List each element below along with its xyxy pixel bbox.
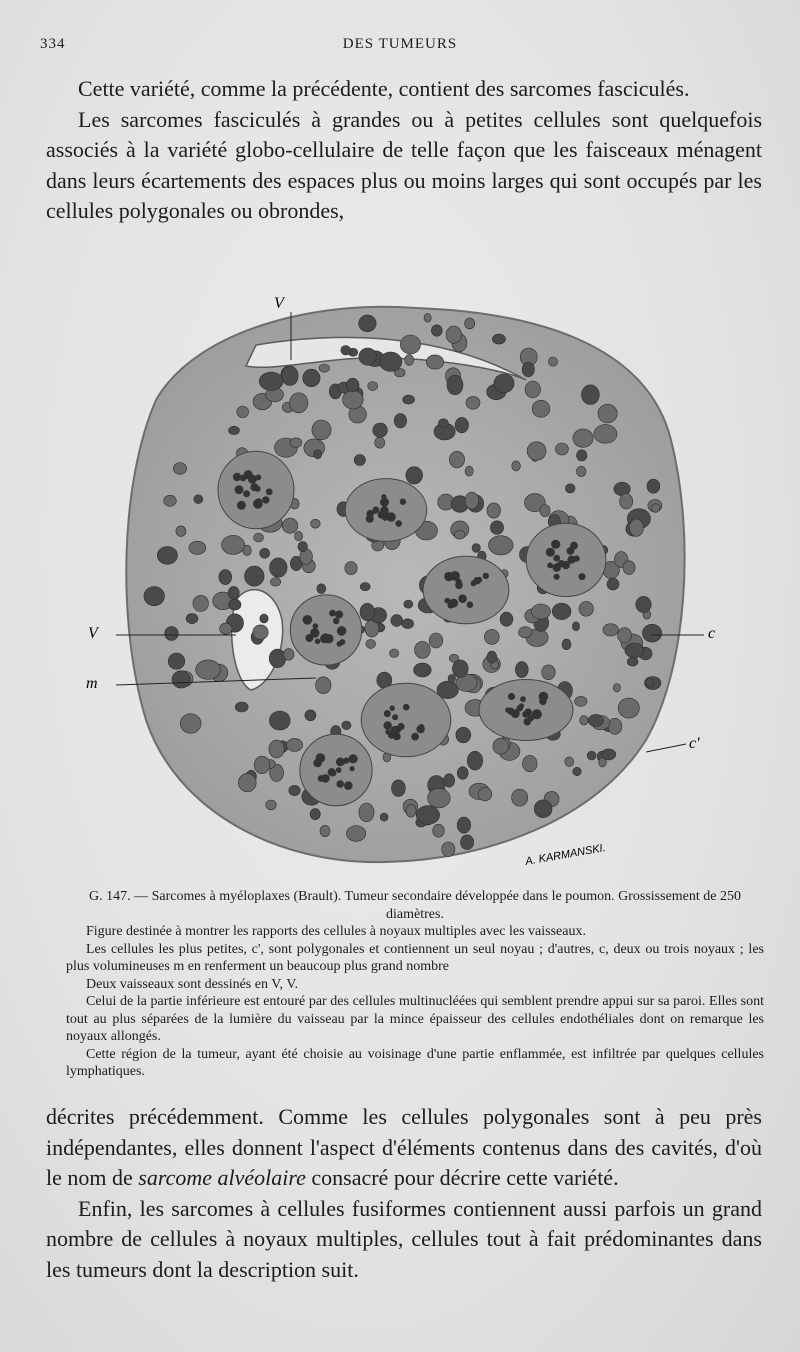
giant-cell-nucleus	[381, 494, 386, 499]
nucleus	[433, 824, 445, 837]
giant-cell-nucleus	[395, 520, 402, 527]
nucleus	[290, 438, 302, 448]
nucleus	[165, 627, 179, 641]
nucleus	[587, 751, 596, 760]
nucleus	[575, 696, 587, 706]
giant-cell-nucleus	[520, 696, 526, 702]
giant-cell-nucleus	[450, 571, 460, 581]
nucleus	[380, 813, 388, 821]
nucleus	[552, 603, 571, 619]
giant-cell-nucleus	[233, 473, 241, 481]
giant-cell-nucleus	[392, 714, 398, 720]
giant-cell-nucleus	[456, 584, 461, 589]
nucleus	[342, 721, 351, 730]
nucleus	[346, 826, 365, 842]
giant-cell-nucleus	[380, 506, 388, 514]
giant-cell-nucleus	[253, 499, 263, 509]
nucleus	[548, 357, 557, 366]
nucleus	[542, 665, 556, 680]
giant-cell-nucleus	[313, 623, 319, 629]
giant-cell-nucleus	[336, 767, 342, 773]
nucleus	[454, 530, 465, 539]
top-text-block	[46, 74, 762, 227]
giant-cell-nucleus	[562, 561, 571, 570]
nucleus	[540, 505, 550, 517]
nucleus	[406, 805, 416, 818]
nucleus	[193, 595, 209, 611]
paragraph-1: Cette variété, comme la précédente, contient des sarcomes fasciculés.	[78, 76, 690, 101]
nucleus	[636, 596, 651, 612]
nucleus	[245, 566, 265, 586]
giant-cell-nucleus	[266, 488, 273, 495]
nucleus	[429, 633, 443, 648]
paragraph-3-emphasis: sarcome alvéolaire	[138, 1165, 306, 1190]
nucleus	[484, 629, 499, 644]
giant-cell-nucleus	[344, 781, 353, 790]
nucleus	[555, 443, 568, 455]
nucleus	[572, 622, 579, 631]
giant-cell-nucleus	[579, 573, 586, 580]
nucleus	[259, 372, 283, 390]
giant-cell-nucleus	[336, 758, 345, 767]
nucleus	[390, 649, 399, 658]
nucleus	[414, 663, 432, 677]
nucleus	[298, 542, 308, 552]
nucleus	[254, 533, 264, 542]
nucleus	[519, 627, 533, 638]
nucleus	[465, 318, 475, 329]
nucleus	[168, 653, 185, 669]
nucleus	[343, 390, 364, 409]
nucleus	[189, 541, 206, 554]
nucleus	[219, 570, 232, 585]
paragraph-3-before: décrites précédemment. Comme les cellules polygonales sont à peu près indépendantes, elles donnent l'aspect d'éléments contenus dans des cavités, d'où le nom de	[46, 1104, 762, 1190]
nucleus	[467, 751, 482, 770]
running-head	[40, 36, 760, 58]
nucleus	[627, 657, 638, 666]
nucleus	[525, 381, 540, 398]
nucleus	[157, 547, 177, 565]
nucleus	[512, 461, 521, 471]
giant-cell-nucleus	[476, 577, 482, 583]
nucleus	[404, 600, 413, 608]
label-v-top: V	[274, 295, 284, 312]
histology-figure	[86, 290, 726, 875]
nucleus	[457, 767, 468, 780]
nucleus	[487, 503, 501, 518]
nucleus	[577, 450, 587, 461]
nucleus	[647, 479, 660, 493]
figure-drawing	[86, 290, 726, 875]
giant-cell-nucleus	[237, 501, 246, 510]
nucleus	[424, 313, 431, 322]
nucleus	[598, 404, 617, 423]
nucleus	[455, 417, 468, 432]
nucleus	[346, 378, 359, 391]
nucleus	[461, 835, 474, 850]
giant-cell-nucleus	[539, 692, 549, 702]
nucleus	[360, 583, 370, 591]
nucleus	[532, 400, 550, 417]
nucleus	[466, 396, 480, 409]
nucleus	[442, 842, 455, 857]
giant-cell-nucleus	[551, 540, 560, 549]
nucleus	[579, 601, 593, 616]
nucleus	[144, 587, 165, 606]
label-c: c	[708, 625, 716, 642]
tissue-section	[126, 307, 684, 862]
nucleus	[522, 362, 534, 377]
nucleus	[269, 649, 286, 668]
giant-cell-nucleus	[403, 704, 410, 711]
nucleus	[629, 519, 643, 536]
nucleus	[238, 773, 256, 791]
nucleus	[457, 817, 470, 833]
nucleus	[594, 425, 617, 444]
giant-cell-nucleus	[467, 601, 474, 608]
giant-cell-nucleus	[448, 602, 454, 608]
giant-cell-nucleus	[349, 754, 358, 763]
nucleus	[310, 809, 320, 820]
nucleus	[534, 800, 552, 818]
nucleus	[176, 526, 186, 537]
giant-cell-nucleus	[554, 574, 560, 580]
nucleus	[402, 619, 414, 629]
giant-cell-nucleus	[335, 611, 343, 619]
nucleus	[403, 395, 415, 404]
nucleus	[186, 614, 198, 624]
nucleus	[515, 662, 528, 678]
giant-cell-nucleus	[256, 475, 262, 481]
nucleus	[565, 757, 574, 767]
nucleus	[270, 578, 280, 586]
paragraph-2: Les sarcomes fasciculés à grandes ou à petites cellules sont quelquefois associés à la variété globo-cellulaire de telle façon que les faisceaux ménagent dans leurs écartements des espaces plus ou moins larges qui sont occupés par les cellules polygonales ou obrondes,	[46, 106, 762, 223]
caption-line-4: Celui de la partie inférieure est entouré par des cellules multinucléées qui semblent prendre appui sur sa paroi. Elles sont tout au plus séparées de la lumière du vaisseau par la mince épaisseur des cellules endothéliales dont on remarque les noyaux allongés.	[66, 994, 764, 1044]
nucleus	[373, 423, 388, 437]
nucleus	[260, 614, 268, 623]
nucleus	[237, 406, 249, 418]
giant-cell-nucleus	[524, 708, 532, 716]
running-title: DES TUMEURS	[342, 36, 458, 52]
nucleus	[452, 660, 468, 678]
nucleus	[625, 643, 644, 658]
nucleus	[446, 326, 461, 343]
nucleus	[406, 467, 423, 484]
nucleus	[345, 562, 357, 575]
nucleus	[282, 518, 298, 533]
nucleus	[359, 803, 374, 822]
nucleus	[415, 641, 431, 658]
nucleus	[448, 674, 455, 682]
nucleus	[164, 495, 177, 506]
nucleus	[620, 494, 633, 510]
nucleus	[400, 335, 420, 354]
caption-line-2: Les cellules les plus petites, c', sont polygonales et contiennent un seul noyau ; d'autres, c, deux ou trois noyaux ; les plus volumineuses m en renferment un beaucoup plus grand nombre	[66, 941, 764, 974]
nucleus	[416, 806, 439, 825]
nucleus	[289, 785, 300, 795]
nucleus	[465, 492, 479, 509]
nucleus	[523, 755, 538, 771]
nucleus	[603, 624, 619, 636]
nucleus	[228, 586, 239, 599]
nucleus	[489, 536, 514, 555]
nucleus	[341, 346, 351, 355]
nucleus	[194, 495, 203, 504]
giant-cell	[423, 556, 509, 624]
nucleus	[608, 718, 622, 734]
giant-cell-nucleus	[458, 594, 467, 603]
nucleus	[565, 484, 575, 493]
giant-cell-nucleus	[573, 555, 579, 561]
nucleus	[643, 624, 662, 642]
giant-cell-nucleus	[511, 709, 520, 718]
nucleus	[311, 519, 321, 528]
paragraph-4: Enfin, les sarcomes à cellules fusiformes contiennent aussi parfois un grand nombre de cellules à noyaux multiples, cellules tout à fait prédominantes dans les tumeurs dont la description suit.	[46, 1195, 762, 1282]
nucleus	[512, 789, 528, 806]
nucleus	[618, 628, 632, 644]
nucleus	[573, 429, 593, 447]
giant-cell-nucleus	[305, 634, 313, 642]
nucleus	[229, 599, 241, 610]
label-c-prime: c'	[689, 735, 700, 752]
nucleus	[303, 369, 320, 387]
nucleus	[428, 788, 451, 808]
paragraph-3-after: consacré pour décrire cette variété.	[305, 1165, 619, 1190]
nucleus	[290, 393, 308, 413]
nucleus	[379, 352, 401, 371]
giant-cell-nucleus	[397, 723, 404, 730]
giant-cell-nucleus	[552, 563, 561, 572]
nucleus	[314, 450, 322, 459]
nucleus	[652, 504, 660, 513]
giant-cell-nucleus	[418, 724, 424, 730]
nucleus	[494, 374, 514, 393]
nucleus	[487, 651, 497, 663]
giant-cell-nucleus	[350, 766, 355, 771]
nucleus	[465, 466, 473, 476]
nucleus	[260, 548, 270, 558]
nucleus	[269, 740, 284, 758]
nucleus	[392, 780, 406, 797]
nucleus	[588, 714, 603, 726]
giant-cell-nucleus	[330, 770, 337, 777]
nucleus	[366, 639, 376, 648]
giant-cell-nucleus	[483, 573, 489, 579]
nucleus	[573, 767, 582, 775]
giant-cell-nucleus	[337, 626, 347, 636]
nucleus	[426, 355, 443, 369]
nucleus	[270, 558, 288, 577]
nucleus	[295, 531, 303, 540]
nucleus	[222, 535, 245, 554]
giant-cell-nucleus	[248, 475, 257, 484]
nucleus	[607, 578, 619, 590]
giant-cell-nucleus	[553, 555, 560, 562]
giant-cell-nucleus	[471, 580, 477, 586]
giant-cell	[361, 683, 451, 757]
label-v-left: V	[88, 625, 98, 642]
nucleus	[405, 355, 414, 366]
giant-cell-nucleus	[336, 780, 344, 788]
nucleus	[319, 364, 329, 372]
caption-line-1: Figure destinée à montrer les rapports des cellules à noyaux multiples avec les vaisseaux.	[86, 924, 586, 939]
nucleus	[235, 702, 248, 712]
giant-cell-nucleus	[320, 634, 329, 643]
giant-cell-nucleus	[262, 496, 269, 503]
giant-cell-nucleus	[393, 733, 401, 741]
nucleus	[320, 825, 330, 836]
giant-cell	[290, 595, 361, 665]
giant-cell	[526, 523, 606, 596]
nucleus	[359, 348, 377, 365]
nucleus	[282, 366, 299, 385]
giant-cell-nucleus	[303, 615, 313, 625]
nucleus	[368, 382, 378, 391]
giant-cell-nucleus	[340, 639, 346, 645]
label-m: m	[86, 675, 98, 692]
page-number: 334	[40, 36, 66, 52]
nucleus	[582, 385, 600, 405]
giant-cell-nucleus	[400, 499, 406, 505]
paragraph-3	[46, 1102, 762, 1194]
nucleus	[623, 561, 635, 575]
nucleus	[269, 711, 290, 730]
nucleus	[456, 727, 471, 743]
nucleus	[527, 442, 546, 460]
artist-signature: A. KARMANSKI.	[524, 842, 607, 868]
nucleus	[576, 466, 586, 476]
nucleus	[305, 710, 316, 721]
nucleus	[562, 639, 571, 650]
nucleus	[492, 334, 505, 344]
giant-cell-nucleus	[316, 753, 326, 763]
giant-cell-nucleus	[386, 512, 395, 521]
nucleus	[613, 684, 620, 692]
nucleus	[394, 414, 406, 428]
nucleus	[431, 325, 442, 336]
giant-cell-nucleus	[411, 733, 419, 741]
nucleus	[493, 738, 509, 754]
nucleus	[490, 521, 503, 535]
nucleus	[646, 678, 654, 687]
nucleus	[220, 623, 232, 634]
giant-cell-nucleus	[384, 721, 392, 729]
nucleus	[180, 714, 201, 733]
nucleus	[172, 671, 190, 688]
nucleus	[449, 451, 464, 468]
nucleus	[316, 677, 331, 694]
giant-cell-nucleus	[318, 775, 325, 782]
giant-cell-nucleus	[546, 548, 555, 557]
giant-cell-nucleus	[333, 618, 340, 625]
caption-line-5: Cette région de la tumeur, ayant été choisie au voisinage d'une partie enflammée, est infiltrée par quelques cellules lymphatiques.	[66, 1046, 764, 1079]
giant-cell-nucleus	[390, 706, 395, 711]
nucleus	[478, 787, 492, 801]
giant-cell-nucleus	[329, 610, 336, 617]
figure-caption	[66, 888, 764, 1081]
nucleus	[531, 604, 550, 619]
nucleus	[444, 774, 455, 787]
nucleus	[312, 420, 331, 440]
nucleus	[602, 749, 616, 760]
giant-cell-nucleus	[570, 542, 578, 550]
nucleus	[438, 419, 448, 428]
nucleus	[266, 800, 277, 810]
caption-line-3: Deux vaisseaux sont dessinés en V, V.	[86, 976, 299, 992]
giant-cell-nucleus	[508, 693, 515, 700]
nucleus	[375, 437, 385, 448]
nucleus	[354, 455, 365, 466]
nucleus	[254, 756, 270, 773]
giant-cell-nucleus	[235, 485, 244, 494]
nucleus	[618, 698, 639, 718]
nucleus	[287, 738, 303, 751]
nucleus	[359, 315, 377, 332]
nucleus	[500, 612, 513, 626]
nucleus	[173, 463, 186, 475]
nucleus	[580, 716, 588, 725]
giant-cell-nucleus	[384, 710, 391, 717]
bottom-text-block	[46, 1102, 762, 1285]
giant-cell-nucleus	[547, 563, 553, 569]
nucleus	[196, 660, 221, 679]
caption-head: G. 147. — Sarcomes à myéloplaxes (Brault). Tumeur secondaire développée dans le poumon. Grossissement de 250 diamètres.	[88, 889, 742, 922]
giant-cell-nucleus	[243, 490, 250, 497]
giant-cell-nucleus	[255, 486, 261, 492]
giant-cell-nucleus	[366, 515, 374, 523]
nucleus	[447, 375, 463, 395]
nucleus	[229, 426, 240, 434]
giant-cell-nucleus	[315, 639, 321, 645]
nucleus	[391, 615, 403, 627]
nucleus	[472, 544, 480, 553]
nucleus	[317, 584, 326, 594]
giant-cell-nucleus	[373, 506, 380, 513]
leader-c-prime	[646, 744, 686, 752]
nucleus	[283, 649, 294, 661]
nucleus	[253, 625, 268, 640]
nucleus	[360, 603, 375, 620]
